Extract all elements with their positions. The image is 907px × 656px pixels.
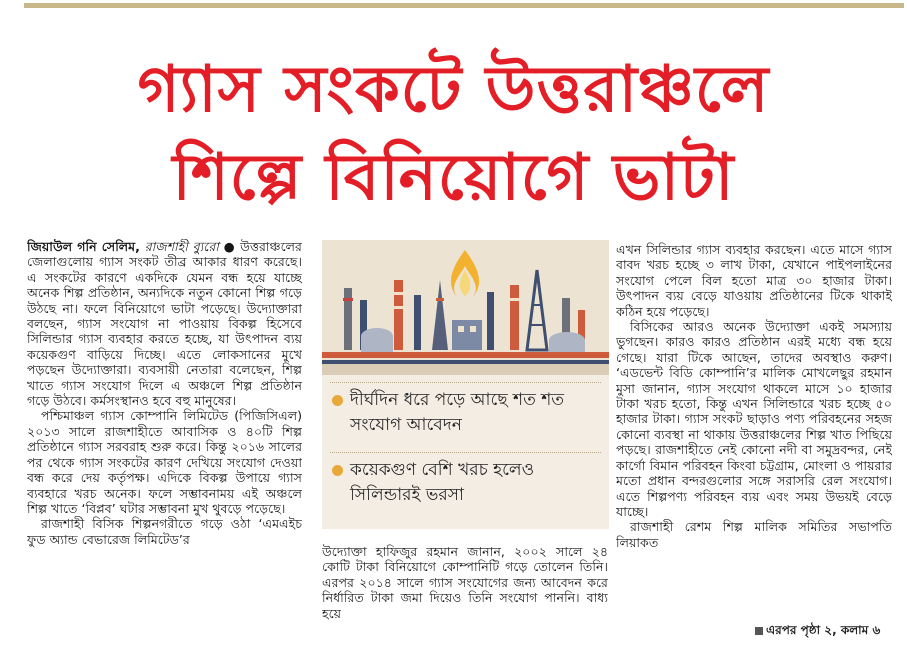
pullquote-panel bbox=[322, 240, 609, 529]
industrial-plant-illustration bbox=[322, 240, 609, 375]
paragraph: বিসিকের আরও অনেক উদ্যোক্তা একই সমস্যায় ভুগছেন। কারও কারও প্রতিষ্ঠান এরই মধ্যে বন্ধ হয়ে গেছে। যারা টিকে আছেন, তাদের অবস্থাও করুণ। ‘এডভেন্ট বিডি কোম্পানি’র মালিক মোখলেছুর রহমান মুসা জানান, গ্যাস সংযোগ থাকলে মাসে ১০ হাজার টাকা খরচ হতো, কিন্তু এখন সিলিন্ডারে খরচ হচ্ছে ৫০ হাজার টাকা। গ্যাস সংকট ছাড়াও পণ্য পরিবহনের সহজ কোনো ব্যবস্থা না থাকায় উত্তরাঞ্চলের শিল্প খাত পিছিয়ে পড়ছে। রাজশাহীতে নেই কোনো নদী বা সমুদ্রবন্দর, নেই কার্গো বিমান পরিবহন কিংবা চট্টগ্রাম, মোংলা ও পায়রার মতো প্রধান বন্দরগুলোর সঙ্গে সরাসরি রেল সংযোগ। এতে শিল্পপণ্য পরিবহন ব্যয় এবং সময় উভয়ই বেড়ে যাচ্ছে। bbox=[616, 319, 892, 519]
paragraph: উত্তরাঞ্চলের জেলাগুলোয় গ্যাস সংকট তীব্র আকার ধারণ করেছে। এ সংকটের কারণে একদিকে যেমন বন্ধ হয়ে যাচ্ছে অনেক শিল্প প্রতিষ্ঠান, অন্যদিকে নতুন কোনো শিল্প গড়ে উঠছে না। ফলে বিনিয়োগে ভাটা পড়েছে। উদ্যোক্তারা বলছেন, গ্যাস সংযোগ না পাওয়ায় বিকল্প হিসেবে সিলিন্ডার গ্যাস ব্যবহার করতে হচ্ছে, যা উৎপাদন ব্যয় কয়েকগুণ বাড়িয়ে দিচ্ছে। এতে লোকসানের মুখে পড়ছেন উদ্যোক্তারা। ব্যবসায়ী নেতারা বলেছেন, শিল্প খাতে গ্যাস সংযোগ দিলে এ অঞ্চলে শিল্প প্রতিষ্ঠান গড়ে উঠবে। কর্মসংস্থানও হবে বহু মানুষের। bbox=[27, 239, 302, 409]
paragraph: উদ্যোক্তা হাফিজুর রহমান জানান, ২০০২ সালে ২৪ কোটি টাকা বিনিয়োগে কোম্পানিটি গড়ে তোলেন তিনি। এরপর ২০১৪ সালে গ্যাস সংযোগের জন্য আবেদন করে নির্ধারিত টাকা জমা দিয়েও তিনি সংযোগ পাননি। বাধ্য হয়ে bbox=[322, 544, 608, 621]
bullet-icon bbox=[332, 395, 343, 406]
pullquote-item: কয়েকগুণ বেশি খরচ হলেও সিলিন্ডারই ভরসা bbox=[336, 458, 606, 508]
divider bbox=[330, 452, 601, 453]
byline bbox=[27, 239, 302, 408]
paragraph: রাজশাহী রেশম শিল্প মালিক সমিতির সভাপতি লিয়াকত bbox=[616, 519, 892, 550]
byline-marker: ● bbox=[223, 239, 236, 254]
divider bbox=[330, 382, 601, 383]
byline-author: জিয়াউল গনি সেলিম, bbox=[27, 239, 140, 254]
top-rule bbox=[24, 3, 904, 8]
paragraph: পশ্চিমাঞ্চল গ্যাস কোম্পানি লিমিটেড (পিজিসিএল) ২০১৩ সালে রাজশাহীতে আবাসিক ও ৪০টি শিল্প প্রতিষ্ঠানে গ্যাস সরবরাহ শুরু করে। কিন্তু ২০১৬ সালের পর থেকে গ্যাস সংকটের কারণ দেখিয়ে সংযোগ দেওয়া বন্ধ করে দেয় কর্তৃপক্ষ। এদিকে বিকল্প উপায়ে গ্যাস ব্যবহারে খরচ অনেক। ফলে সম্ভাবনাময় এই অঞ্চলে শিল্প খাতে ‘বিপ্লব’ ঘটার সম্ভাবনা মুখ থুবড়ে পড়েছে। bbox=[27, 408, 302, 516]
article-column-right bbox=[616, 242, 892, 636]
continuation-note: এরপর পৃষ্ঠা ২, কলাম ৬ bbox=[755, 622, 880, 642]
paragraph: এখন সিলিন্ডার গ্যাস ব্যবহার করছেন। এতে মাসে গ্যাস বাবদ খরচ হচ্ছে ৩ লাখ টাকা, যেখানে পাইপলাইনের সংযোগ পেলে বিল হতো মাত্র ৩০ হাজার টাকা। উৎপাদন ব্যয় বেড়ে যাওয়ায় প্রতিষ্ঠানের টিকে থাকাই কঠিন হয়ে পড়েছে। bbox=[616, 242, 892, 319]
byline-bureau: রাজশাহী ব্যুরো bbox=[144, 239, 219, 254]
bullet-icon bbox=[332, 465, 343, 476]
paragraph: রাজশাহী বিসিক শিল্পনগরীতে গড়ে ওঠা ‘এমএইচ ফুড অ্যান্ড বেভারেজ লিমিটেড’র bbox=[27, 516, 302, 547]
article-column-left bbox=[27, 239, 302, 635]
square-bullet-icon bbox=[755, 627, 763, 635]
headline-line-1: গ্যাস সংকটে উত্তরাঞ্চলে bbox=[137, 53, 770, 127]
pullquote-item: দীর্ঘদিন ধরে পড়ে আছে শত শত সংযোগ আবেদন bbox=[336, 388, 606, 438]
article-column-middle bbox=[322, 544, 608, 636]
headline-line-2: শিল্পে বিনিয়োগে ভাটা bbox=[172, 141, 735, 215]
